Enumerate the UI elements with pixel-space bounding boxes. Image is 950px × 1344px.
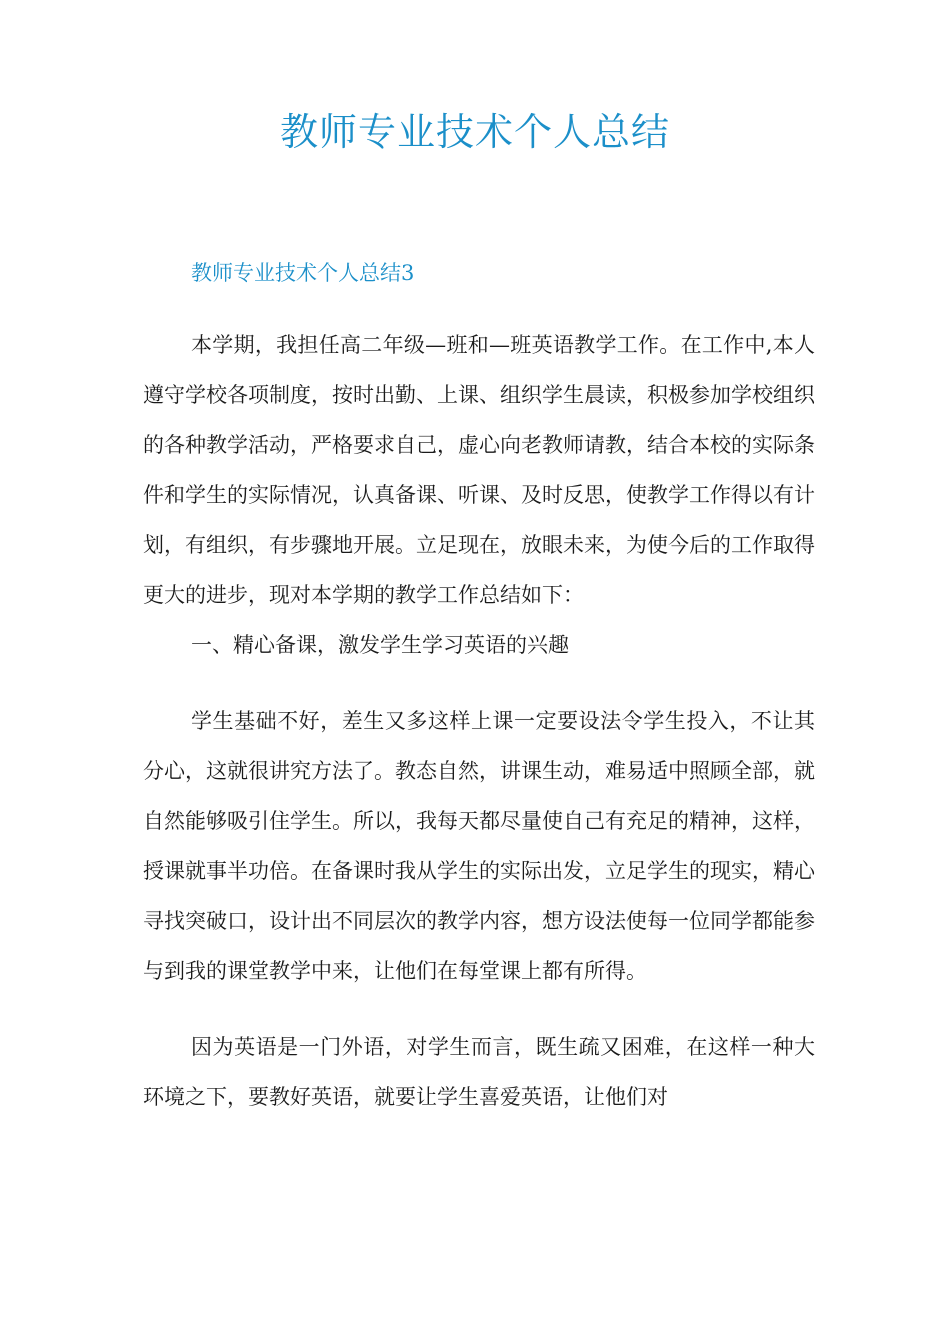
document-body bbox=[143, 252, 815, 1122]
document-title: 教师专业技术个人总结 bbox=[279, 110, 670, 154]
paragraph-section-2: 因为英语是一门外语，对学生而言，既生疏又困难，在这样一种大环境之下，要教好英语，就要让学生喜爱英语，让他们对 bbox=[143, 1035, 815, 1109]
document-subtitle: 教师专业技术个人总结3 bbox=[191, 261, 415, 285]
paragraph-section-1: 学生基础不好，差生又多这样上课一定要设法令学生投入，不让其分心，这就很讲究方法了。教态自然，讲课生动，难易适中照顾全部，就自然能够吸引住学生。所以，我每天都尽量使自己有充足的精神，这样，授课就事半功倍。在备课时我从学生的实际出发，立足学生的现实，精心寻找突破口，设计出不同层次的教学内容，想方设法使每一位同学都能参与到我的课堂教学中来，让他们在每堂课上都有所得。 bbox=[143, 709, 815, 983]
section-heading-1: 一、精心备课，激发学生学习英语的兴趣 bbox=[191, 633, 569, 657]
paragraph-intro: 本学期，我担任高二年级—班和—班英语教学工作。在工作中,本人遵守学校各项制度，按时出勤、上课、组织学生晨读，积极参加学校组织的各种教学活动，严格要求自己，虚心向老教师请教，结合本校的实际条件和学生的实际情况，认真备课、听课、及时反思，使教学工作得以有计划，有组织，有步骤地开展。立足现在，放眼未来，为使今后的工作取得更大的进步，现对本学期的教学工作总结如下： bbox=[143, 333, 815, 607]
